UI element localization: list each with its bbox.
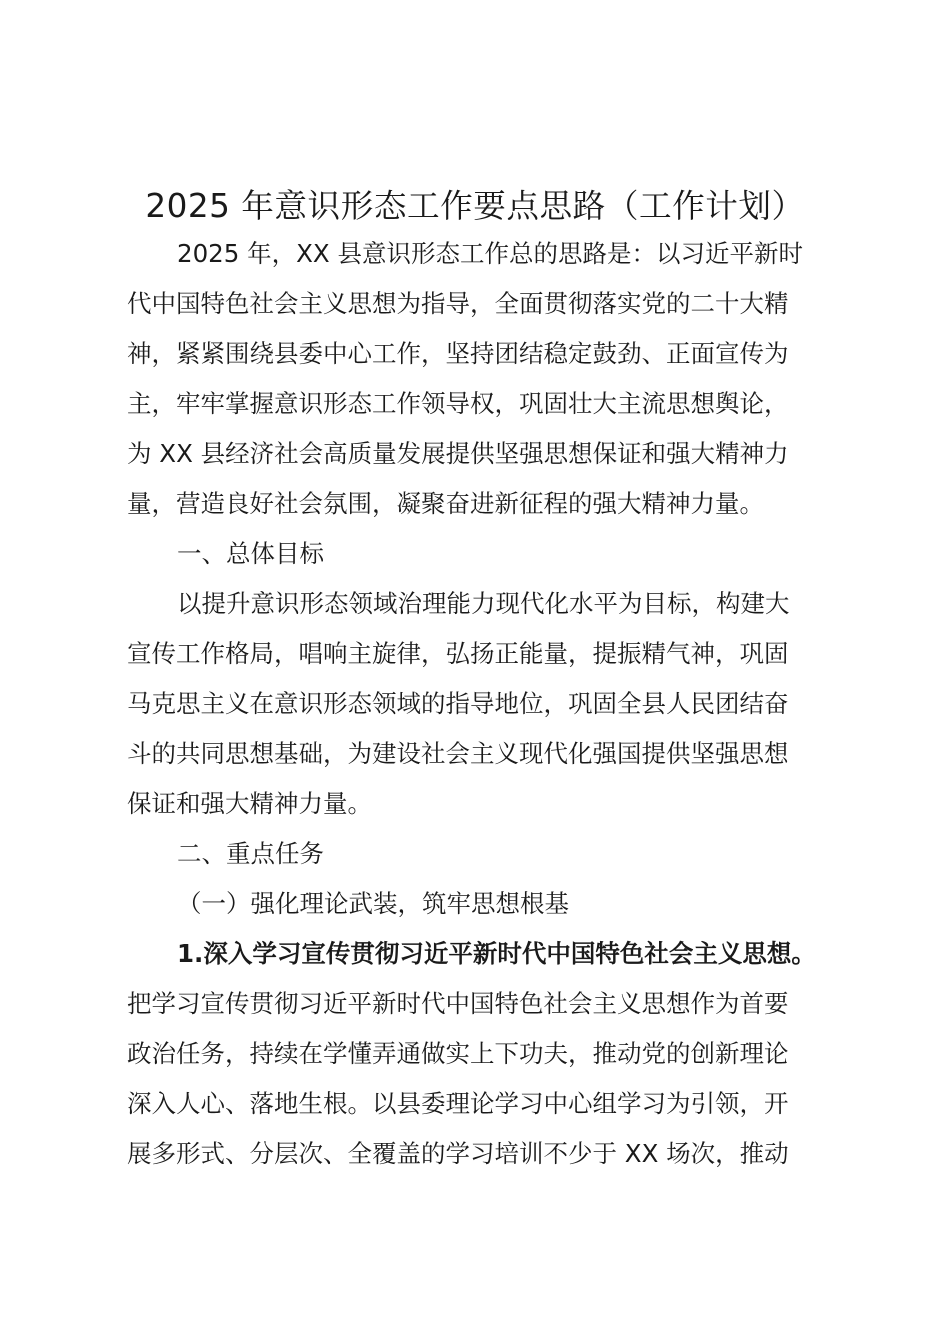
paragraph-line: 主，牢牢掌握意识形态工作领导权，巩固壮大主流思想舆论， <box>127 389 789 418</box>
paragraph-line: 量，营造良好社会氛围，凝聚奋进新征程的强大精神力量。 <box>127 489 764 518</box>
paragraph-line: 以提升意识形态领域治理能力现代化水平为目标，构建大 <box>177 589 790 618</box>
bold-heading-line: 1.深入学习宣传贯彻习近平新时代中国特色社会主义思想。 <box>177 939 816 968</box>
paragraph-line: 政治任务，持续在学懂弄通做实上下功夫，推动党的创新理论 <box>127 1039 789 1068</box>
paragraph-line: 保证和强大精神力量。 <box>127 789 372 818</box>
paragraph-line: 斗的共同思想基础，为建设社会主义现代化强国提供坚强思想 <box>127 739 789 768</box>
paragraph-line: 深入人心、落地生根。以县委理论学习中心组学习为引领，开 <box>127 1089 789 1118</box>
section-heading: 二、重点任务 <box>177 839 324 868</box>
paragraph-line: 代中国特色社会主义思想为指导，全面贯彻落实党的二十大精 <box>127 289 789 318</box>
paragraph-line: 展多形式、分层次、全覆盖的学习培训不少于 XX 场次，推动 <box>127 1139 789 1168</box>
paragraph-line: 把学习宣传贯彻习近平新时代中国特色社会主义思想作为首要 <box>127 989 789 1018</box>
paragraph-line: 马克思主义在意识形态领域的指导地位，巩固全县人民团结奋 <box>127 689 789 718</box>
paragraph-line: 为 XX 县经济社会高质量发展提供坚强思想保证和强大精神力 <box>127 439 789 468</box>
paragraph-line: 神，紧紧围绕县委中心工作，坚持团结稳定鼓劲、正面宣传为 <box>127 339 789 368</box>
paragraph-line: 宣传工作格局，唱响主旋律，弘扬正能量，提振精气神，巩固 <box>127 639 789 668</box>
document-title: 2025 年意识形态工作要点思路（工作计划） <box>145 187 805 225</box>
subsection-heading: （一）强化理论武装，筑牢思想根基 <box>177 889 569 918</box>
section-heading: 一、总体目标 <box>177 539 324 568</box>
paragraph-line: 2025 年，XX 县意识形态工作总的思路是：以习近平新时 <box>177 239 803 268</box>
